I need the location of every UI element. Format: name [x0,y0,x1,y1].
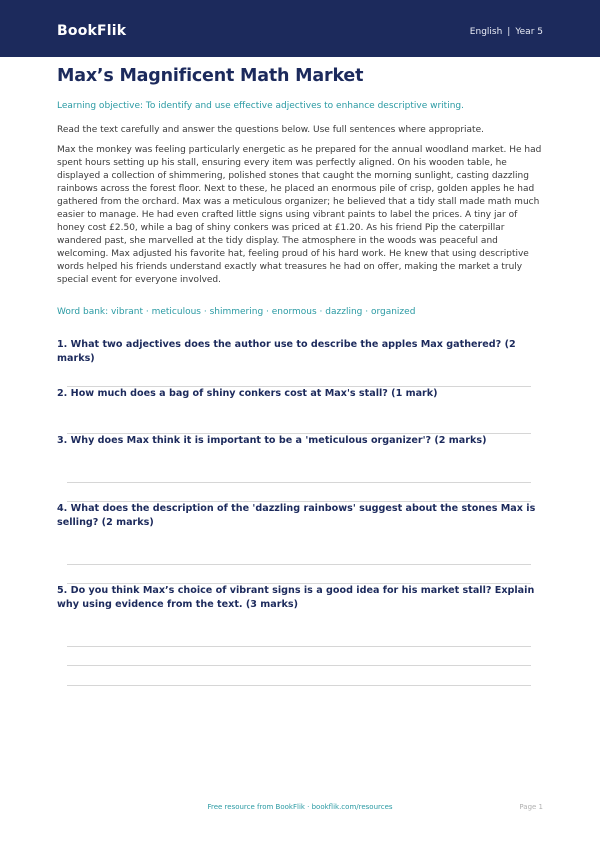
reading-passage: Max the monkey was feeling particularly energetic as he prepared for the annual woodland market. He had spent hours setting up his stall, ensuring every item was perfectly aligned. On his wooden table, he displayed a collection of shimmering, polished stones that caught the morning sunlight, casting dazzling rainbows across the forest floor. Next to these, he placed an enormous pile of crisp, golden apples he had gathered from the orchard. Max was a meticulous organizer; he believed that a tidy stall made math much easier to manage. He had even crafted little signs using vibrant paints to label the prices. A tiny jar of honey cost £2.50, while a bag of shiny conkers was priced at £1.20. As his friend Pip the caterpillar wandered past, she marvelled at the tidy display. The atmosphere in the woods was peaceful and welcoming. Max adjusted his favorite hat, feeling proud of his hard work. He knew that using descriptive words helped his friends understand exactly what treasures he had on offer, making the market a truly special event for everyone involved. [57,145,542,286]
answer-line[interactable] [67,646,531,647]
question-3: 3. Why does Max think it is important to be a 'meticulous organizer'? (2 marks) [57,435,487,446]
answer-line[interactable] [67,564,531,565]
question-2: 2. How much does a bag of shiny conkers cost at Max's stall? (1 mark) [57,388,438,399]
learning-objective: Learning objective: To identify and use effective adjectives to enhance descriptive writing. [57,101,464,111]
answer-line[interactable] [67,685,531,686]
brand-logo[interactable]: BookFlik [57,23,127,39]
year-label: Year 5 [515,27,543,37]
header-meta [470,27,543,37]
question-1: 1. What two adjectives does the author use to describe the apples Max gathered? (2 marks) [57,339,516,364]
answer-line[interactable] [67,482,531,483]
question-4: 4. What does the description of the 'dazzling rainbows' suggest about the stones Max is selling? (2 marks) [57,503,536,528]
word-bank: Word bank: vibrant · meticulous · shimmering · enormous · dazzling · organized [57,307,416,317]
footer-resource-link[interactable]: Free resource from BookFlik · bookflik.com/resources [207,803,393,811]
page-number: Page 1 [519,803,543,811]
page-title: Max’s Magnificent Math Market [57,66,364,86]
subject-label: English [469,27,503,37]
meta-separator: | [507,27,511,37]
answer-line[interactable] [67,665,531,666]
question-5: 5. Do you think Max’s choice of vibrant signs is a good idea for his market stall? Explain why using evidence from the text. (3 marks) [57,585,535,610]
instructions: Read the text carefully and answer the questions below. Use full sentences where appropriate. [57,125,484,135]
site-header [0,0,600,57]
